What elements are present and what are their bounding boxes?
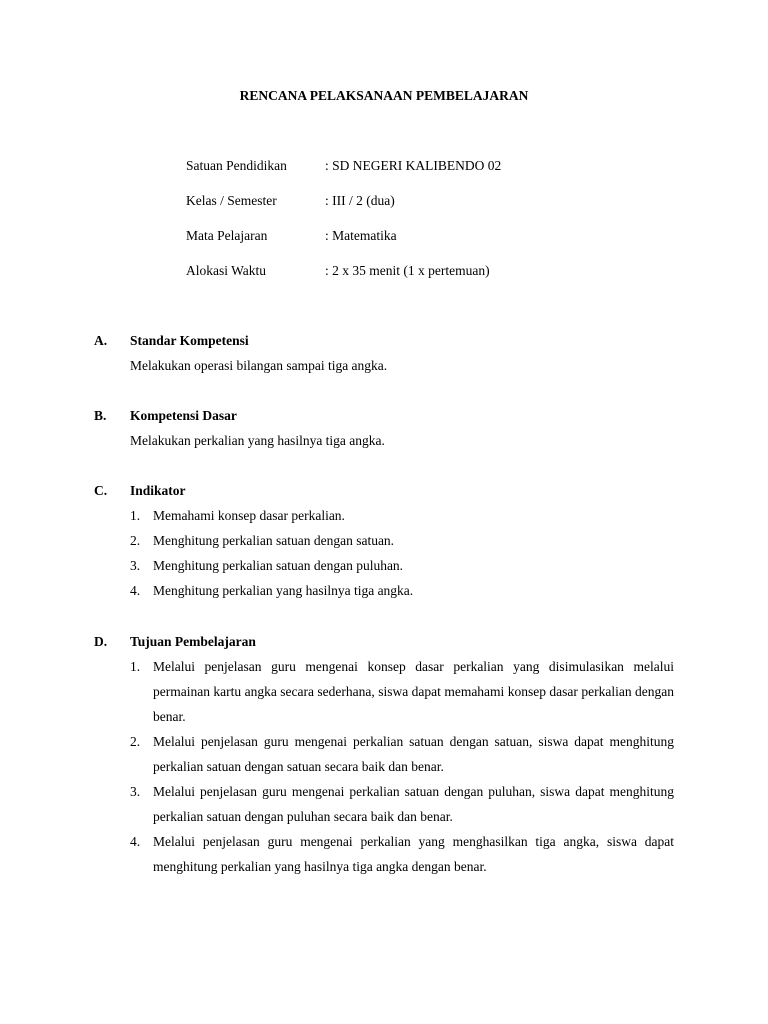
list-text: Melalui penjelasan guru mengenai perkalian yang menghasilkan tiga angka, siswa dapat menghitung perkalian yang hasilnya tiga angka dengan benar.: [153, 834, 674, 874]
list-item: [130, 503, 674, 528]
list-number: 2.: [130, 734, 141, 749]
document-title: RENCANA PELAKSANAAN PEMBELAJARAN: [239, 88, 529, 103]
list-number: 4.: [130, 834, 141, 849]
list-number: 4.: [130, 583, 141, 598]
list-text: Melalui penjelasan guru mengenai perkalian satuan dengan satuan, siswa dapat menghitung perkalian satuan dengan satuan secara baik dan benar.: [153, 734, 674, 774]
list-text: Menghitung perkalian satuan dengan puluhan.: [153, 558, 404, 573]
section-body: Melakukan perkalian yang hasilnya tiga angka.: [130, 433, 385, 448]
info-row-kelas: [186, 192, 501, 227]
info-label: Satuan Pendidikan: [186, 158, 287, 173]
info-label: Kelas / Semester: [186, 193, 277, 208]
section-tujuan-pembelajaran: [94, 633, 674, 879]
list-text: Melalui penjelasan guru mengenai perkalian satuan dengan puluhan, siswa dapat menghitung perkalian satuan dengan puluhan secara baik dan benar.: [153, 784, 674, 824]
list-text: Menghitung perkalian satuan dengan satuan.: [153, 533, 395, 548]
identity-block: [186, 157, 501, 297]
list-item: [130, 729, 674, 779]
info-value: : III / 2 (dua): [325, 193, 395, 208]
list-item: [130, 553, 674, 578]
section-heading: [94, 332, 674, 350]
info-row-satuan: [186, 157, 501, 192]
section-heading: [94, 633, 674, 651]
list-item: [130, 829, 674, 879]
list-number: 1.: [130, 508, 141, 523]
list-text: Melalui penjelasan guru mengenai konsep dasar perkalian yang disimulasikan melalui permainan kartu angka secara sederhana, siswa dapat memahami konsep dasar perkalian dengan benar.: [153, 659, 674, 724]
list-item: [130, 654, 674, 729]
info-label: Alokasi Waktu: [186, 263, 267, 278]
info-value: : SD NEGERI KALIBENDO 02: [325, 158, 502, 173]
info-row-waktu: [186, 262, 501, 297]
section-letter: C.: [94, 483, 108, 498]
list-number: 3.: [130, 784, 141, 799]
section-standar-kompetensi: [94, 332, 674, 375]
section-title: Tujuan Pembelajaran: [130, 634, 256, 649]
list-item: [130, 779, 674, 829]
tujuan-list: [130, 654, 674, 879]
section-indikator: [94, 482, 674, 603]
section-title: Kompetensi Dasar: [130, 408, 237, 423]
list-text: Memahami konsep dasar perkalian.: [153, 508, 345, 523]
section-kompetensi-dasar: [94, 407, 674, 450]
section-letter: B.: [94, 408, 107, 423]
section-heading: [94, 482, 674, 500]
section-body: Melakukan operasi bilangan sampai tiga angka.: [130, 358, 388, 373]
list-text: Menghitung perkalian yang hasilnya tiga angka.: [153, 583, 414, 598]
indikator-list: [130, 503, 674, 603]
info-label: Mata Pelajaran: [186, 228, 268, 243]
list-number: 2.: [130, 533, 141, 548]
section-title: Indikator: [130, 483, 186, 498]
section-heading: [94, 407, 674, 425]
list-number: 3.: [130, 558, 141, 573]
info-value: : Matematika: [325, 228, 397, 243]
section-letter: A.: [94, 333, 108, 348]
list-number: 1.: [130, 659, 141, 674]
info-row-mapel: [186, 227, 501, 262]
info-value: : 2 x 35 menit (1 x pertemuan): [325, 263, 490, 278]
section-title: Standar Kompetensi: [130, 333, 249, 348]
list-item: [130, 578, 674, 603]
section-letter: D.: [94, 634, 108, 649]
list-item: [130, 528, 674, 553]
